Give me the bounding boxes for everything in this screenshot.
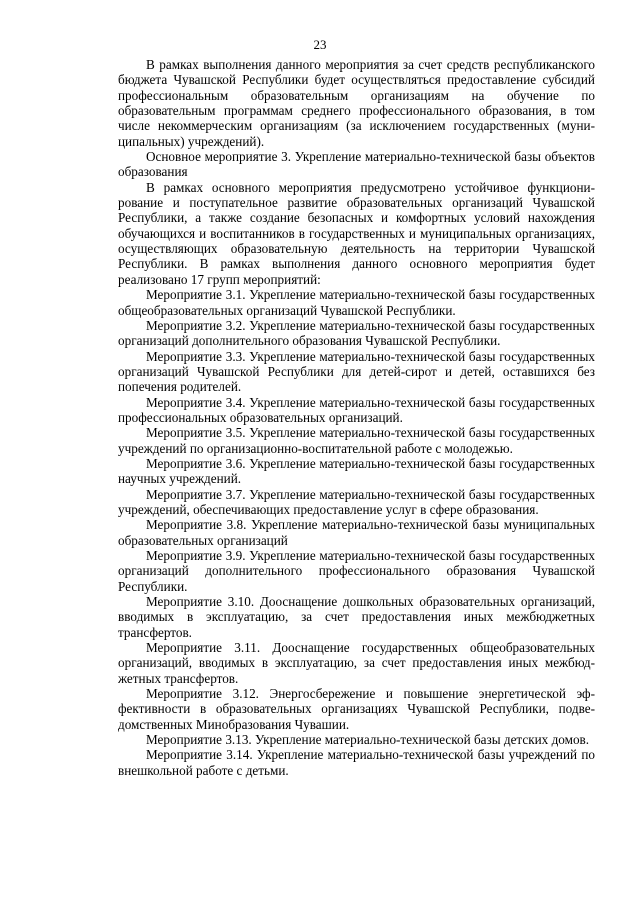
paragraph-activity-3-1: Мероприятие 3.1. Укрепление материально-технической базы государственных общеобразовательных организаций Чувашской Республики. — [118, 287, 595, 318]
paragraph-activity-3-12: Мероприятие 3.12. Энергосбережение и повышение энергетической эффективности в образовательных организациях Чувашской Республики, подведомственных Минобразования Чувашии. — [118, 686, 595, 732]
paragraph-activity-3-9: Мероприятие 3.9. Укрепление материально-технической базы государственных организаций дополнительного профессионального образования Чувашской Республики. — [118, 548, 595, 594]
paragraph-activity-3-2: Мероприятие 3.2. Укрепление материально-технической базы государственных организаций дополнительного образования Чувашской Республики. — [118, 317, 595, 349]
paragraph-funding: В рамках выполнения данного мероприятия за счет средств республиканского бюджета Чувашской Республики будет осуществляться предоставление субсидий профессиональным образовательным организациям на обучение по образовательным программам среднего профессионального образования, в том числе некоммерческим организациям (за исключением государственных (муниципальных) учреждений). — [118, 57, 595, 149]
document-body — [118, 57, 595, 778]
paragraph-activity-3-4: Мероприятие 3.4. Укрепление материально-технической базы государственных профессиональных образовательных организаций. — [118, 394, 595, 425]
paragraph-activity-3-5: Мероприятие 3.5. Укрепление материально-технической базы государственных учреждений по организационно-воспитательной работе с молодежью. — [118, 425, 595, 456]
paragraph-activity-3-3: Мероприятие 3.3. Укрепление материально-технической базы государственных организаций Чувашской Республики для детей-сирот и детей, оставшихся без попечения родителей. — [118, 348, 595, 395]
page-number: 23 — [313, 37, 327, 52]
paragraph-main-activity-description: В рамках основного мероприятия предусмотрено устойчивое функционирование и поступательное развитие образовательных организаций Чувашской Республики, а также создание безопасных и комфортных условий нахождения обучающихся и воспитанников в государственных и муниципальных организациях, осуществляющих образовательную деятельность на территории Чувашской Республики. В рамках выполнения данного основного мероприятия будет реализовано 17 групп мероприятий: — [118, 179, 595, 287]
paragraph-main-activity-3: Основное мероприятие 3. Укрепление материально-технической базы объектов образования — [118, 149, 595, 180]
paragraph-activity-3-6: Мероприятие 3.6. Укрепление материально-технической базы государственных научных учреждений. — [118, 455, 595, 487]
paragraph-activity-3-14: Мероприятие 3.14. Укрепление материально-технической базы учреждений по внешкольной работе с детьми. — [118, 747, 595, 778]
paragraph-activity-3-7: Мероприятие 3.7. Укрепление материально-технической базы государственных учреждений, обеспечивающих предоставление услуг в сфере образования. — [118, 486, 595, 517]
paragraph-activity-3-8: Мероприятие 3.8. Укрепление материально-технической базы муниципальных образовательных организаций — [118, 517, 595, 548]
paragraph-activity-3-13: Мероприятие 3.13. Укрепление материально-технической базы детских домов. — [146, 732, 590, 748]
paragraph-activity-3-11: Мероприятие 3.11. Дооснащение государственных общеобразовательных организаций, вводимых в эксплуатацию, за счет предоставления иных межбюджетных трансфертов. — [118, 640, 595, 686]
paragraph-activity-3-10: Мероприятие 3.10. Дооснащение дошкольных образовательных организаций, вводимых в эксплуатацию, за счет предоставления иных межбюджетных трансфертов. — [118, 594, 595, 640]
